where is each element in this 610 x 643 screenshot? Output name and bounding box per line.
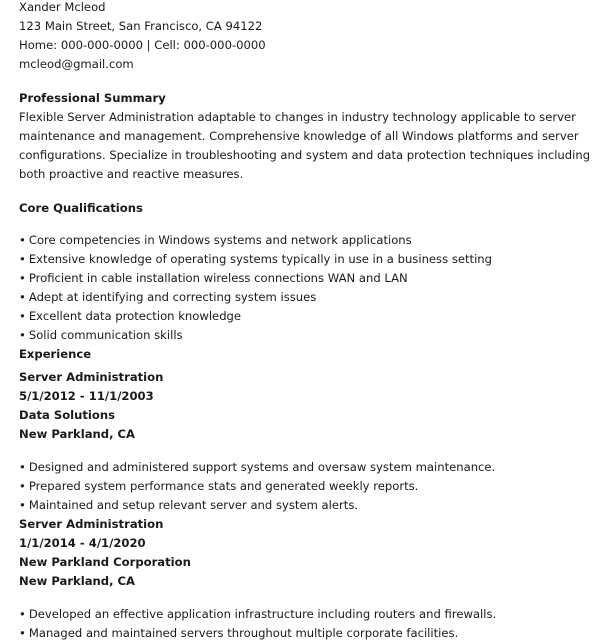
experience-section — [19, 345, 605, 643]
summary-heading: Professional Summary — [19, 91, 166, 105]
resume-document — [19, 0, 605, 643]
bullet-icon: • — [19, 626, 26, 640]
qualifications-section — [19, 199, 605, 345]
bullet-icon: • — [19, 290, 26, 304]
list-item: • Managed and maintained servers throughout multiple corporate facilities. — [19, 626, 459, 640]
bullet-icon: • — [19, 271, 26, 285]
bullet-icon: • — [19, 309, 26, 323]
job-company: New Parkland Corporation — [19, 555, 191, 569]
job-entry — [19, 515, 605, 643]
job-dates: 5/1/2012 - 11/1/2003 — [19, 389, 154, 403]
bullet-icon: • — [19, 498, 26, 512]
list-item: • Developed an effective application infrastructure including routers and firewalls. — [19, 607, 497, 621]
summary-text: Flexible Server Administration adaptable to changes in industry technology applicable to server maintenance and management. Comprehensive knowledge of all Windows platforms and server configurations. Specialize in troubleshooting and system and data protection techniques including both proactive and reactive measures. — [19, 110, 591, 181]
list-item: • Core competencies in Windows systems and network applications — [19, 233, 412, 247]
list-item: • Designed and administered support systems and oversaw system maintenance. — [19, 460, 496, 474]
list-item: • Solid communication skills — [19, 328, 183, 342]
list-item: • Adept at identifying and correcting system issues — [19, 290, 317, 304]
bullet-icon: • — [19, 460, 26, 474]
qualifications-list — [19, 231, 605, 345]
job-company: Data Solutions — [19, 408, 116, 422]
list-item: • Prepared system performance stats and generated weekly reports. — [19, 479, 419, 493]
list-item: • Extensive knowledge of operating systems typically in use in a business setting — [19, 252, 493, 266]
list-item: • Proficient in cable installation wireless connections WAN and LAN — [19, 271, 408, 285]
job-location: New Parkland, CA — [19, 427, 136, 441]
qualifications-heading: Core Qualifications — [19, 201, 143, 215]
list-item: • Maintained and setup relevant server and system alerts. — [19, 498, 359, 512]
bullet-icon: • — [19, 607, 26, 621]
job-location: New Parkland, CA — [19, 574, 136, 588]
bullet-icon: • — [19, 233, 26, 247]
contact-name: Xander Mcleod — [19, 0, 106, 14]
contact-email: mcleod@gmail.com — [19, 57, 134, 71]
bullet-icon: • — [19, 479, 26, 493]
contact-phones: Home: 000-000-0000 | Cell: 000-000-0000 — [19, 38, 266, 52]
job-title: Server Administration — [19, 370, 164, 384]
summary-section — [19, 89, 605, 184]
contact-address: 123 Main Street, San Francisco, CA 94122 — [19, 19, 263, 33]
job-dates: 1/1/2014 - 4/1/2020 — [19, 536, 146, 550]
bullet-icon: • — [19, 328, 26, 342]
bullet-icon: • — [19, 252, 26, 266]
job-title: Server Administration — [19, 517, 164, 531]
list-item: • Excellent data protection knowledge — [19, 309, 242, 323]
job-duties-list — [19, 605, 605, 643]
job-entry — [19, 368, 605, 515]
job-duties-list — [19, 458, 605, 515]
contact-block — [19, 0, 605, 74]
experience-heading: Experience — [19, 347, 92, 361]
